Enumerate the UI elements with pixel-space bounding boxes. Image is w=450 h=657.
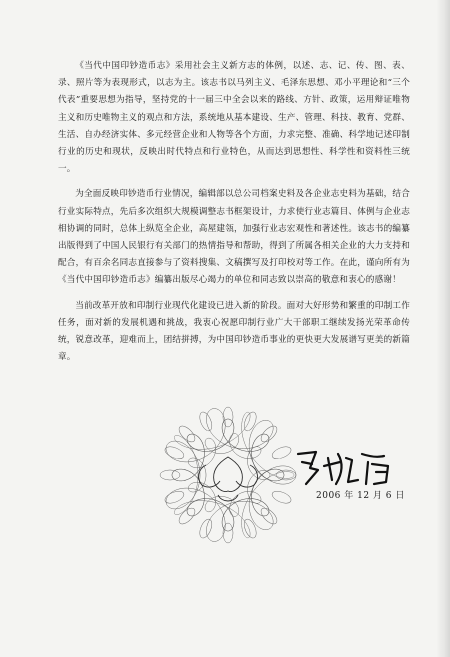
paragraph-2: 为全面反映印钞造币行业情况，编辑部以总公司档案史料及各企业志史料为基础，结合行业实际特点，先后多次组织大规模调整志书框架设计，力求使行业志篇目、体例与企业志相协调的同时，总体上纵览全企业，高屋建瓴，加强行业志宏观性和著述性。该志书的编纂出版得到了中国人民银行有关部门的热情指导和帮助，得到了所属各相关企业的大力支持和配合，有百余名同志直接参与了资料搜集、文稿撰写及打印校对等工作。在此，谨向所有为《当代中国印钞造币志》编纂出版尽心竭力的单位和同志致以崇高的敬意和衷心的感谢！ [58,189,410,286]
paragraph-1: 《当代中国印钞造币志》采用社会主义新方志的体例，以述、志、记、传、图、表、录、照片等为表现形式，以志为主。该志书以马列主义、毛泽东思想、邓小平理论和“三个代表”重要思想为指导，坚持党的十一届三中全会以来的路线、方针、政策，运用辩证唯物主义和历史唯物主义的观点和方法，系统地从基本建设、生产、管理、科技、教育、党群、生活、自办经济实体、多元经营企业和人物等各个方面，力求完整、准确、科学地记述印制行业的历史和现状，反映出时代特点和行业特色，从而达到思想性、科学性和资料性三统一。 [58,61,410,175]
guilloche-seal-icon [148,395,308,555]
paragraph-3: 当前改革开放和印制行业现代化建设已进入新的阶段。面对大好形势和繁重的印制工作任务，面对新的发展机遇和挑战，我衷心祝愿印制行业广大干部职工继续发扬光荣革命传统，锐意改革，迎难而上，团结拼搏，为中国印钞造币事业的更快更大发展谱写更美的新篇章。 [58,300,410,363]
document-body [58,58,410,374]
document-date: 2006 年 12 月 6 日 [316,491,405,501]
scan-shadow-edge [436,0,450,657]
